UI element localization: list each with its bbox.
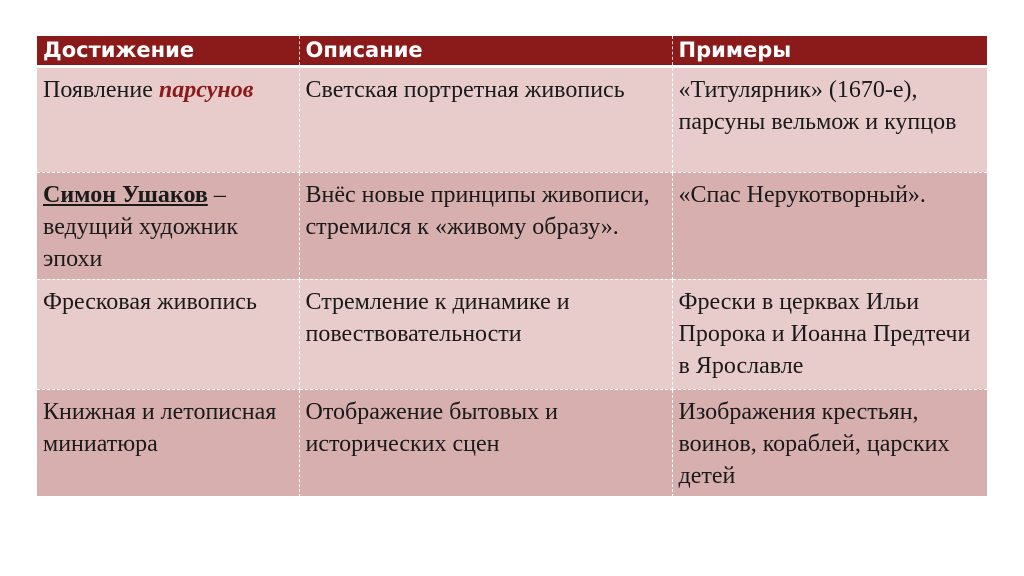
table-row [37,172,987,279]
cell-description: Внёс новые принципы живописи, стремился к «живому образу». [299,172,672,279]
header-row [37,36,987,66]
achievement-prefix: Появление [43,76,159,103]
cell-examples: «Титулярник» (1670-е), парсуны вельмож и купцов [672,66,987,172]
cell-examples: Фрески в церквах Ильи Пророка и Иоанна Предтечи в Ярославле [672,279,987,389]
cell-examples: «Спас Нерукотворный». [672,172,987,279]
header-examples: Примеры [672,36,987,66]
header-achievement: Достижение [37,36,299,66]
achievement-accent: парсунов [158,76,254,103]
table-row [37,389,987,496]
cell-achievement: Книжная и летописная миниатюра [37,389,299,496]
table-body [37,66,987,496]
cell-achievement: Фресковая живопись [37,279,299,389]
cell-examples: Изображения крестьян, воинов, кораблей, царских детей [672,389,987,496]
cell-achievement [37,172,299,279]
cell-description: Светская портретная живопись [299,66,672,172]
table-row [37,66,987,172]
table-header [37,36,987,66]
cell-description: Стремление к динамике и повествовательности [299,279,672,389]
achievements-table [37,36,987,497]
cell-description: Отображение бытовых и исторических сцен [299,389,672,496]
cell-achievement [37,66,299,172]
header-description: Описание [299,36,672,66]
table-row [37,279,987,389]
artist-name: Симон Ушаков [43,181,208,208]
achievement-suffix: – ведущий художник эпохи [43,181,239,272]
